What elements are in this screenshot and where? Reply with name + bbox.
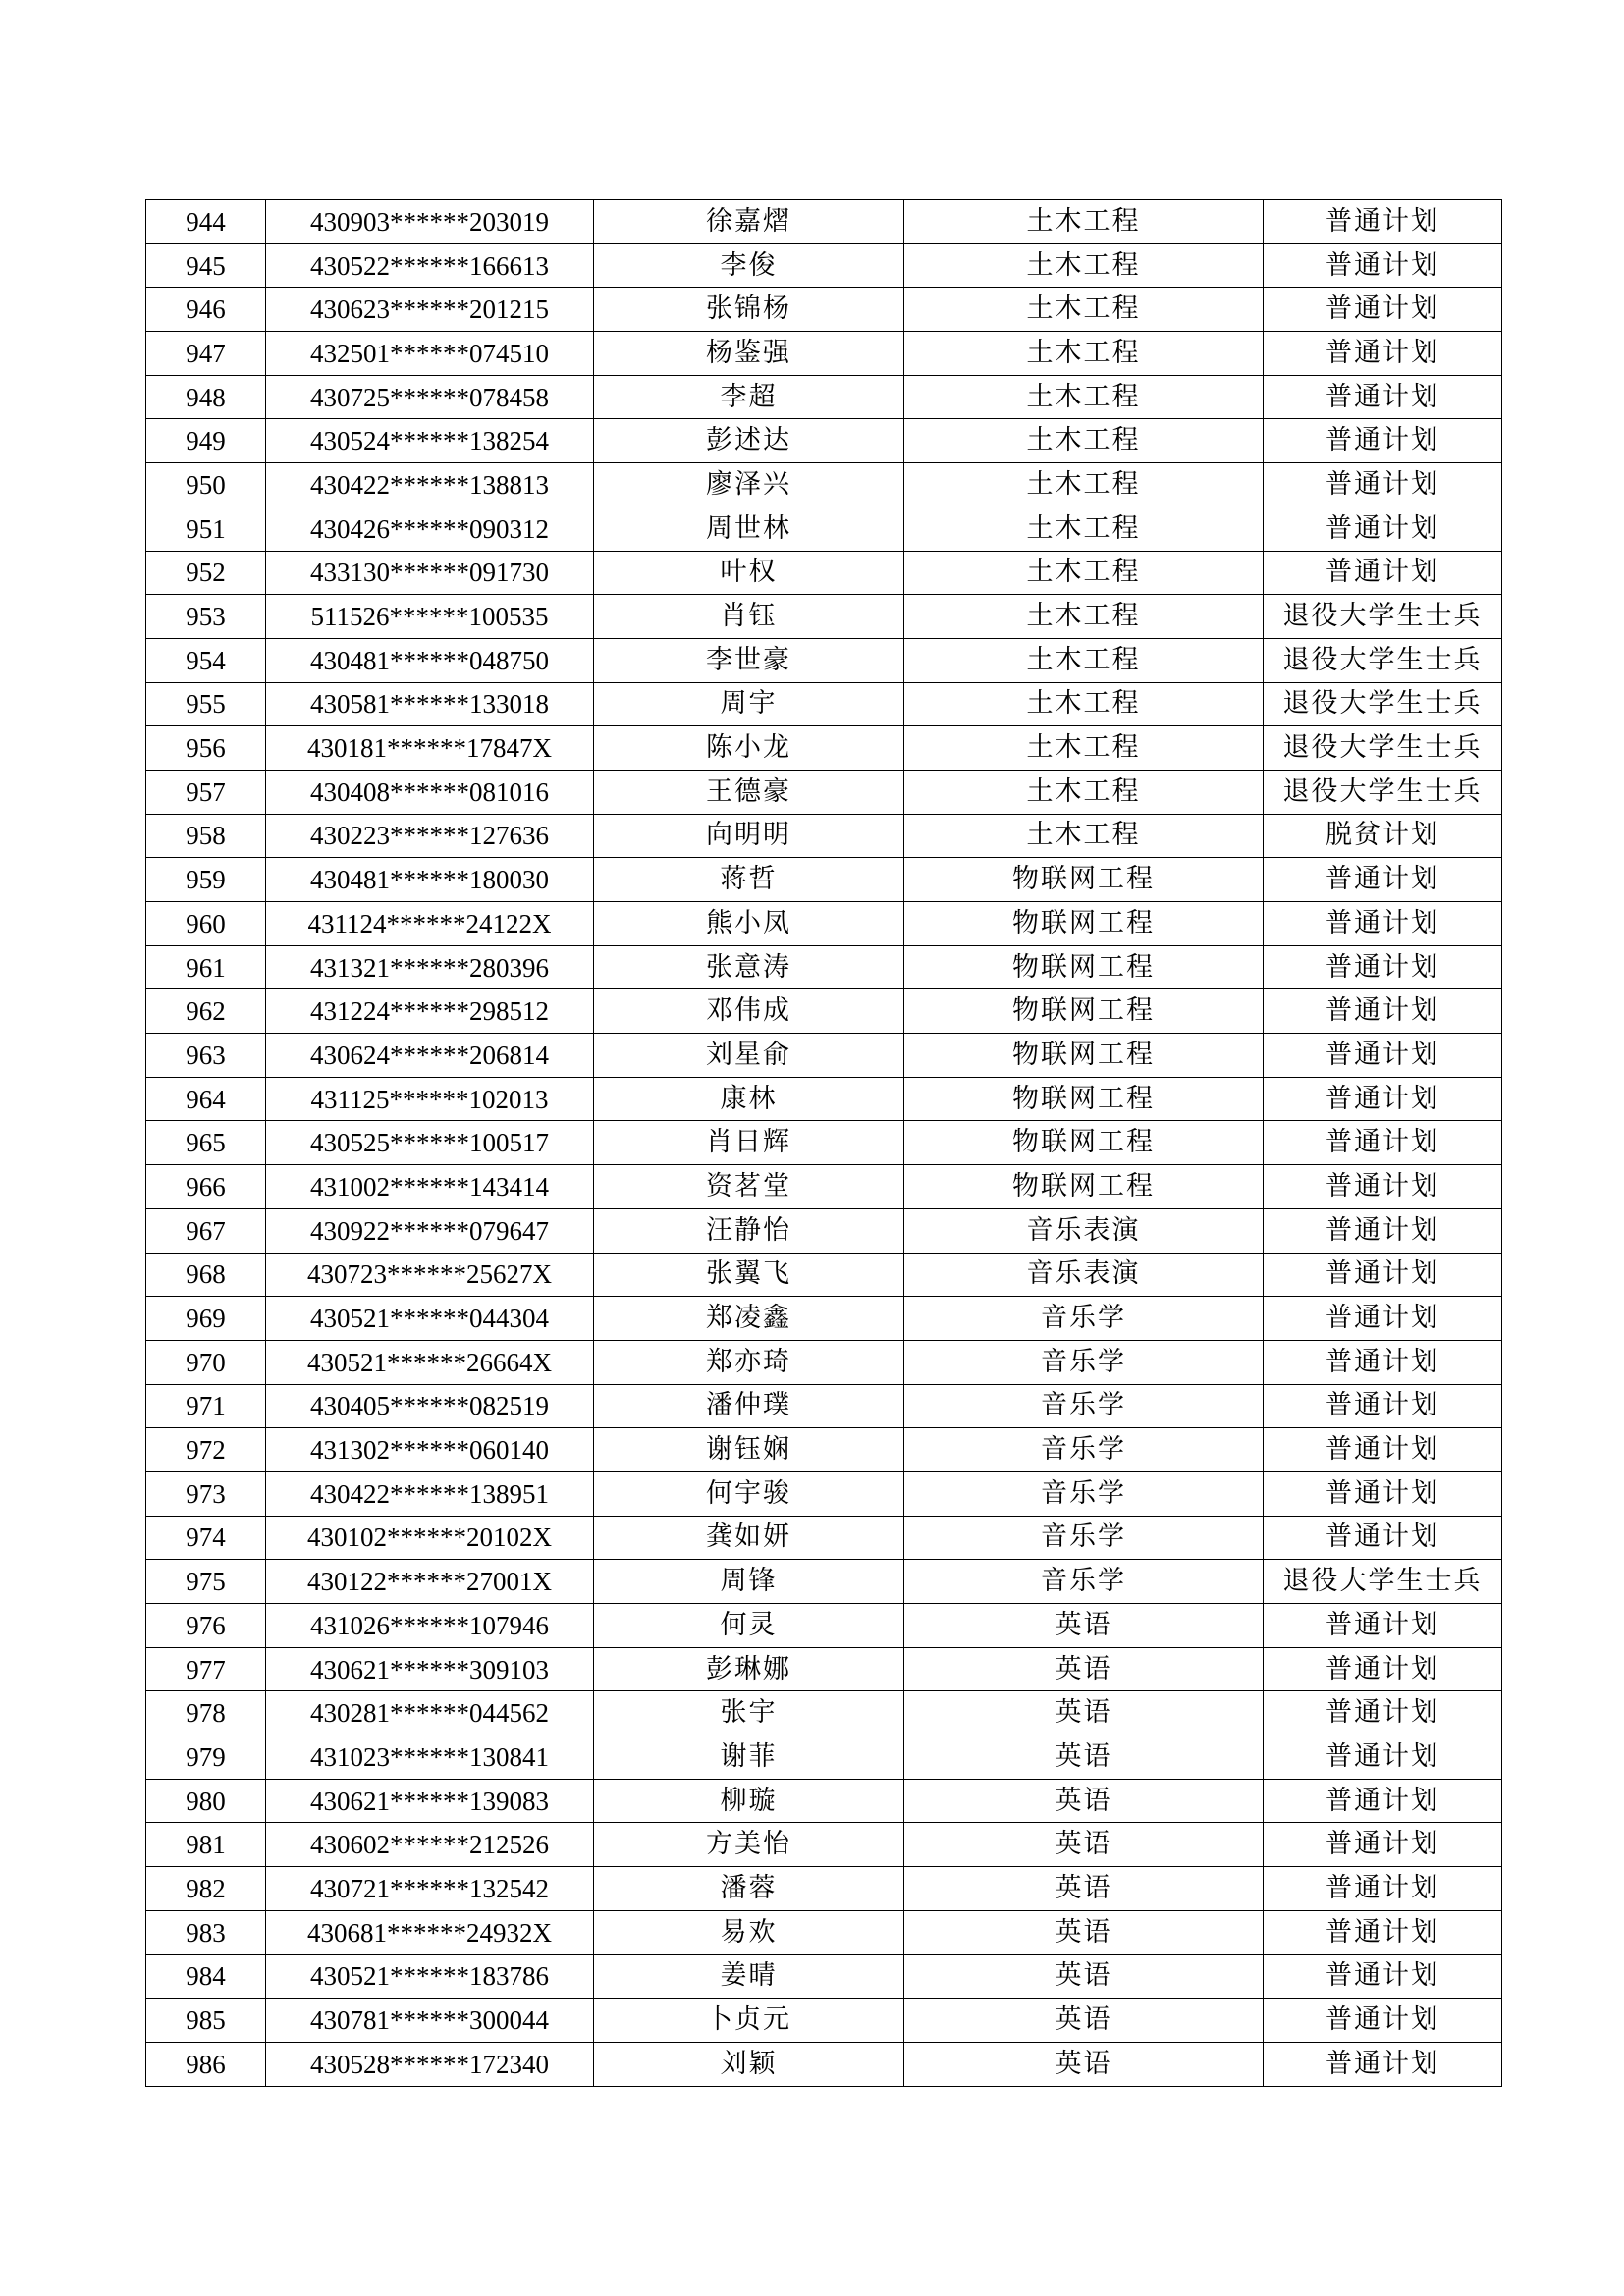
row-number-cell: 977	[146, 1647, 266, 1691]
major-cell: 英语	[904, 1604, 1264, 1648]
major-cell: 土木工程	[904, 551, 1264, 595]
row-number-cell: 964	[146, 1077, 266, 1121]
plan-type-cell: 普通计划	[1264, 902, 1502, 946]
id-number-cell: 430725******078458	[266, 375, 594, 419]
major-cell: 音乐学	[904, 1297, 1264, 1341]
major-cell: 土木工程	[904, 507, 1264, 551]
id-number-cell: 430723******25627X	[266, 1253, 594, 1297]
row-number-cell: 970	[146, 1340, 266, 1384]
table-row	[146, 1867, 1502, 1911]
row-number-cell: 958	[146, 814, 266, 858]
id-number-cell: 430623******201215	[266, 288, 594, 332]
student-name-cell: 汪静怡	[594, 1208, 904, 1253]
plan-type-cell: 普通计划	[1264, 1077, 1502, 1121]
id-number-cell: 430223******127636	[266, 814, 594, 858]
student-name-cell: 姜晴	[594, 1954, 904, 1999]
plan-type-cell: 退役大学生士兵	[1264, 770, 1502, 814]
major-cell: 英语	[904, 1867, 1264, 1911]
student-name-cell: 叶权	[594, 551, 904, 595]
table-row	[146, 595, 1502, 639]
row-number-cell: 963	[146, 1034, 266, 1078]
student-name-cell: 易欢	[594, 1910, 904, 1954]
table-row	[146, 243, 1502, 288]
id-number-cell: 431023******130841	[266, 1735, 594, 1780]
table-row	[146, 682, 1502, 726]
id-number-cell: 430521******044304	[266, 1297, 594, 1341]
student-name-cell: 邓伟成	[594, 989, 904, 1034]
id-number-cell: 433130******091730	[266, 551, 594, 595]
student-name-cell: 李超	[594, 375, 904, 419]
table-row	[146, 1516, 1502, 1560]
student-name-cell: 陈小龙	[594, 726, 904, 771]
major-cell: 英语	[904, 1999, 1264, 2043]
table-row	[146, 770, 1502, 814]
admission-roster-table	[145, 199, 1502, 2087]
id-number-cell: 430481******048750	[266, 638, 594, 682]
student-name-cell: 何宇骏	[594, 1471, 904, 1516]
row-number-cell: 978	[146, 1691, 266, 1735]
table-row	[146, 375, 1502, 419]
row-number-cell: 947	[146, 332, 266, 376]
id-number-cell: 430408******081016	[266, 770, 594, 814]
table-row	[146, 726, 1502, 771]
major-cell: 英语	[904, 1691, 1264, 1735]
row-number-cell: 951	[146, 507, 266, 551]
student-name-cell: 资茗堂	[594, 1165, 904, 1209]
id-number-cell: 430522******166613	[266, 243, 594, 288]
plan-type-cell: 普通计划	[1264, 1034, 1502, 1078]
major-cell: 土木工程	[904, 288, 1264, 332]
major-cell: 物联网工程	[904, 1077, 1264, 1121]
id-number-cell: 430122******27001X	[266, 1560, 594, 1604]
plan-type-cell: 普通计划	[1264, 463, 1502, 507]
plan-type-cell: 普通计划	[1264, 1165, 1502, 1209]
plan-type-cell: 普通计划	[1264, 1208, 1502, 1253]
id-number-cell: 430422******138813	[266, 463, 594, 507]
student-name-cell: 康林	[594, 1077, 904, 1121]
table-row	[146, 1471, 1502, 1516]
id-number-cell: 430521******26664X	[266, 1340, 594, 1384]
id-number-cell: 430721******132542	[266, 1867, 594, 1911]
major-cell: 英语	[904, 2042, 1264, 2086]
major-cell: 土木工程	[904, 682, 1264, 726]
table-row	[146, 200, 1502, 244]
id-number-cell: 431321******280396	[266, 945, 594, 989]
table-row	[146, 638, 1502, 682]
id-number-cell: 511526******100535	[266, 595, 594, 639]
major-cell: 土木工程	[904, 375, 1264, 419]
student-name-cell: 熊小凤	[594, 902, 904, 946]
major-cell: 物联网工程	[904, 858, 1264, 902]
student-name-cell: 张翼飞	[594, 1253, 904, 1297]
id-number-cell: 430681******24932X	[266, 1910, 594, 1954]
id-number-cell: 431125******102013	[266, 1077, 594, 1121]
plan-type-cell: 普通计划	[1264, 1516, 1502, 1560]
plan-type-cell: 退役大学生士兵	[1264, 638, 1502, 682]
plan-type-cell: 普通计划	[1264, 1253, 1502, 1297]
major-cell: 物联网工程	[904, 945, 1264, 989]
major-cell: 土木工程	[904, 726, 1264, 771]
row-number-cell: 979	[146, 1735, 266, 1780]
major-cell: 音乐表演	[904, 1253, 1264, 1297]
id-number-cell: 430422******138951	[266, 1471, 594, 1516]
table-row	[146, 1340, 1502, 1384]
row-number-cell: 955	[146, 682, 266, 726]
table-row	[146, 1297, 1502, 1341]
row-number-cell: 985	[146, 1999, 266, 2043]
row-number-cell: 974	[146, 1516, 266, 1560]
table-row	[146, 1077, 1502, 1121]
row-number-cell: 946	[146, 288, 266, 332]
plan-type-cell: 普通计划	[1264, 1471, 1502, 1516]
id-number-cell: 431224******298512	[266, 989, 594, 1034]
student-name-cell: 李俊	[594, 243, 904, 288]
major-cell: 音乐学	[904, 1384, 1264, 1428]
table-row	[146, 1560, 1502, 1604]
id-number-cell: 430621******139083	[266, 1779, 594, 1823]
row-number-cell: 982	[146, 1867, 266, 1911]
major-cell: 英语	[904, 1910, 1264, 1954]
row-number-cell: 952	[146, 551, 266, 595]
row-number-cell: 971	[146, 1384, 266, 1428]
table-row	[146, 1823, 1502, 1867]
plan-type-cell: 普通计划	[1264, 1121, 1502, 1165]
table-row	[146, 1779, 1502, 1823]
major-cell: 音乐学	[904, 1560, 1264, 1604]
student-name-cell: 刘颖	[594, 2042, 904, 2086]
row-number-cell: 961	[146, 945, 266, 989]
major-cell: 英语	[904, 1647, 1264, 1691]
major-cell: 音乐学	[904, 1340, 1264, 1384]
student-name-cell: 杨鉴强	[594, 332, 904, 376]
student-name-cell: 卜贞元	[594, 1999, 904, 2043]
row-number-cell: 972	[146, 1428, 266, 1472]
row-number-cell: 967	[146, 1208, 266, 1253]
row-number-cell: 949	[146, 419, 266, 463]
major-cell: 土木工程	[904, 200, 1264, 244]
row-number-cell: 983	[146, 1910, 266, 1954]
row-number-cell: 965	[146, 1121, 266, 1165]
row-number-cell: 960	[146, 902, 266, 946]
table-row	[146, 1910, 1502, 1954]
id-number-cell: 431002******143414	[266, 1165, 594, 1209]
major-cell: 土木工程	[904, 463, 1264, 507]
table-row	[146, 551, 1502, 595]
major-cell: 英语	[904, 1735, 1264, 1780]
student-name-cell: 刘星俞	[594, 1034, 904, 1078]
plan-type-cell: 普通计划	[1264, 332, 1502, 376]
id-number-cell: 431026******107946	[266, 1604, 594, 1648]
table-row	[146, 945, 1502, 989]
plan-type-cell: 普通计划	[1264, 945, 1502, 989]
table-row	[146, 1735, 1502, 1780]
id-number-cell: 431302******060140	[266, 1428, 594, 1472]
student-name-cell: 周宇	[594, 682, 904, 726]
table-row	[146, 814, 1502, 858]
major-cell: 土木工程	[904, 332, 1264, 376]
student-name-cell: 周锋	[594, 1560, 904, 1604]
id-number-cell: 430524******138254	[266, 419, 594, 463]
student-name-cell: 潘蓉	[594, 1867, 904, 1911]
table-row	[146, 989, 1502, 1034]
major-cell: 土木工程	[904, 243, 1264, 288]
student-name-cell: 谢菲	[594, 1735, 904, 1780]
table-row	[146, 1165, 1502, 1209]
major-cell: 英语	[904, 1823, 1264, 1867]
student-name-cell: 王德豪	[594, 770, 904, 814]
major-cell: 物联网工程	[904, 1034, 1264, 1078]
major-cell: 土木工程	[904, 419, 1264, 463]
plan-type-cell: 脱贫计划	[1264, 814, 1502, 858]
major-cell: 音乐学	[904, 1471, 1264, 1516]
table-row	[146, 419, 1502, 463]
row-number-cell: 976	[146, 1604, 266, 1648]
id-number-cell: 430621******309103	[266, 1647, 594, 1691]
student-name-cell: 张宇	[594, 1691, 904, 1735]
student-name-cell: 肖日辉	[594, 1121, 904, 1165]
id-number-cell: 431124******24122X	[266, 902, 594, 946]
student-name-cell: 彭琳娜	[594, 1647, 904, 1691]
roster-table-body	[146, 200, 1502, 2087]
id-number-cell: 430781******300044	[266, 1999, 594, 2043]
id-number-cell: 430581******133018	[266, 682, 594, 726]
major-cell: 物联网工程	[904, 902, 1264, 946]
id-number-cell: 430521******183786	[266, 1954, 594, 1999]
id-number-cell: 430426******090312	[266, 507, 594, 551]
row-number-cell: 981	[146, 1823, 266, 1867]
student-name-cell: 郑凌鑫	[594, 1297, 904, 1341]
major-cell: 土木工程	[904, 595, 1264, 639]
table-row	[146, 507, 1502, 551]
plan-type-cell: 普通计划	[1264, 989, 1502, 1034]
id-number-cell: 430525******100517	[266, 1121, 594, 1165]
id-number-cell: 430922******079647	[266, 1208, 594, 1253]
major-cell: 土木工程	[904, 770, 1264, 814]
row-number-cell: 980	[146, 1779, 266, 1823]
row-number-cell: 959	[146, 858, 266, 902]
major-cell: 土木工程	[904, 638, 1264, 682]
plan-type-cell: 普通计划	[1264, 243, 1502, 288]
table-row	[146, 332, 1502, 376]
plan-type-cell: 退役大学生士兵	[1264, 682, 1502, 726]
table-row	[146, 1253, 1502, 1297]
row-number-cell: 973	[146, 1471, 266, 1516]
table-row	[146, 1999, 1502, 2043]
student-name-cell: 谢钰娴	[594, 1428, 904, 1472]
plan-type-cell: 普通计划	[1264, 1297, 1502, 1341]
id-number-cell: 430481******180030	[266, 858, 594, 902]
student-name-cell: 龚如妍	[594, 1516, 904, 1560]
student-name-cell: 廖泽兴	[594, 463, 904, 507]
major-cell: 土木工程	[904, 814, 1264, 858]
table-row	[146, 858, 1502, 902]
major-cell: 音乐表演	[904, 1208, 1264, 1253]
student-name-cell: 张锦杨	[594, 288, 904, 332]
table-row	[146, 1121, 1502, 1165]
student-name-cell: 方美怡	[594, 1823, 904, 1867]
row-number-cell: 950	[146, 463, 266, 507]
row-number-cell: 948	[146, 375, 266, 419]
table-row	[146, 1647, 1502, 1691]
plan-type-cell: 普通计划	[1264, 1910, 1502, 1954]
major-cell: 物联网工程	[904, 1165, 1264, 1209]
student-name-cell: 郑亦琦	[594, 1340, 904, 1384]
row-number-cell: 984	[146, 1954, 266, 1999]
major-cell: 英语	[904, 1954, 1264, 1999]
row-number-cell: 986	[146, 2042, 266, 2086]
row-number-cell: 962	[146, 989, 266, 1034]
student-name-cell: 李世豪	[594, 638, 904, 682]
plan-type-cell: 普通计划	[1264, 1735, 1502, 1780]
plan-type-cell: 普通计划	[1264, 1779, 1502, 1823]
plan-type-cell: 普通计划	[1264, 1340, 1502, 1384]
id-number-cell: 430602******212526	[266, 1823, 594, 1867]
student-name-cell: 蒋哲	[594, 858, 904, 902]
table-row	[146, 1208, 1502, 1253]
row-number-cell: 953	[146, 595, 266, 639]
table-row	[146, 902, 1502, 946]
student-name-cell: 周世林	[594, 507, 904, 551]
id-number-cell: 430181******17847X	[266, 726, 594, 771]
plan-type-cell: 普通计划	[1264, 288, 1502, 332]
plan-type-cell: 普通计划	[1264, 1384, 1502, 1428]
plan-type-cell: 普通计划	[1264, 1999, 1502, 2043]
id-number-cell: 430102******20102X	[266, 1516, 594, 1560]
major-cell: 音乐学	[904, 1516, 1264, 1560]
id-number-cell: 430405******082519	[266, 1384, 594, 1428]
id-number-cell: 432501******074510	[266, 332, 594, 376]
student-name-cell: 向明明	[594, 814, 904, 858]
row-number-cell: 957	[146, 770, 266, 814]
plan-type-cell: 普通计划	[1264, 1954, 1502, 1999]
id-number-cell: 430624******206814	[266, 1034, 594, 1078]
table-row	[146, 1034, 1502, 1078]
plan-type-cell: 退役大学生士兵	[1264, 726, 1502, 771]
plan-type-cell: 普通计划	[1264, 375, 1502, 419]
id-number-cell: 430903******203019	[266, 200, 594, 244]
plan-type-cell: 普通计划	[1264, 1647, 1502, 1691]
student-name-cell: 彭述达	[594, 419, 904, 463]
table-row	[146, 2042, 1502, 2086]
student-name-cell: 张意涛	[594, 945, 904, 989]
plan-type-cell: 普通计划	[1264, 858, 1502, 902]
student-name-cell: 肖钰	[594, 595, 904, 639]
student-name-cell: 何灵	[594, 1604, 904, 1648]
id-number-cell: 430528******172340	[266, 2042, 594, 2086]
table-row	[146, 463, 1502, 507]
row-number-cell: 975	[146, 1560, 266, 1604]
row-number-cell: 956	[146, 726, 266, 771]
student-name-cell: 徐嘉熠	[594, 200, 904, 244]
row-number-cell: 966	[146, 1165, 266, 1209]
plan-type-cell: 普通计划	[1264, 507, 1502, 551]
plan-type-cell: 普通计划	[1264, 419, 1502, 463]
row-number-cell: 945	[146, 243, 266, 288]
major-cell: 物联网工程	[904, 989, 1264, 1034]
row-number-cell: 968	[146, 1253, 266, 1297]
major-cell: 英语	[904, 1779, 1264, 1823]
major-cell: 物联网工程	[904, 1121, 1264, 1165]
table-row	[146, 1954, 1502, 1999]
plan-type-cell: 普通计划	[1264, 1691, 1502, 1735]
row-number-cell: 944	[146, 200, 266, 244]
id-number-cell: 430281******044562	[266, 1691, 594, 1735]
plan-type-cell: 普通计划	[1264, 1867, 1502, 1911]
table-row	[146, 1604, 1502, 1648]
major-cell: 音乐学	[904, 1428, 1264, 1472]
plan-type-cell: 普通计划	[1264, 1428, 1502, 1472]
student-name-cell: 柳璇	[594, 1779, 904, 1823]
table-row	[146, 1428, 1502, 1472]
table-row	[146, 1691, 1502, 1735]
student-name-cell: 潘仲璞	[594, 1384, 904, 1428]
plan-type-cell: 普通计划	[1264, 2042, 1502, 2086]
plan-type-cell: 普通计划	[1264, 551, 1502, 595]
row-number-cell: 954	[146, 638, 266, 682]
plan-type-cell: 普通计划	[1264, 200, 1502, 244]
plan-type-cell: 退役大学生士兵	[1264, 1560, 1502, 1604]
plan-type-cell: 退役大学生士兵	[1264, 595, 1502, 639]
plan-type-cell: 普通计划	[1264, 1604, 1502, 1648]
row-number-cell: 969	[146, 1297, 266, 1341]
table-row	[146, 288, 1502, 332]
plan-type-cell: 普通计划	[1264, 1823, 1502, 1867]
table-row	[146, 1384, 1502, 1428]
